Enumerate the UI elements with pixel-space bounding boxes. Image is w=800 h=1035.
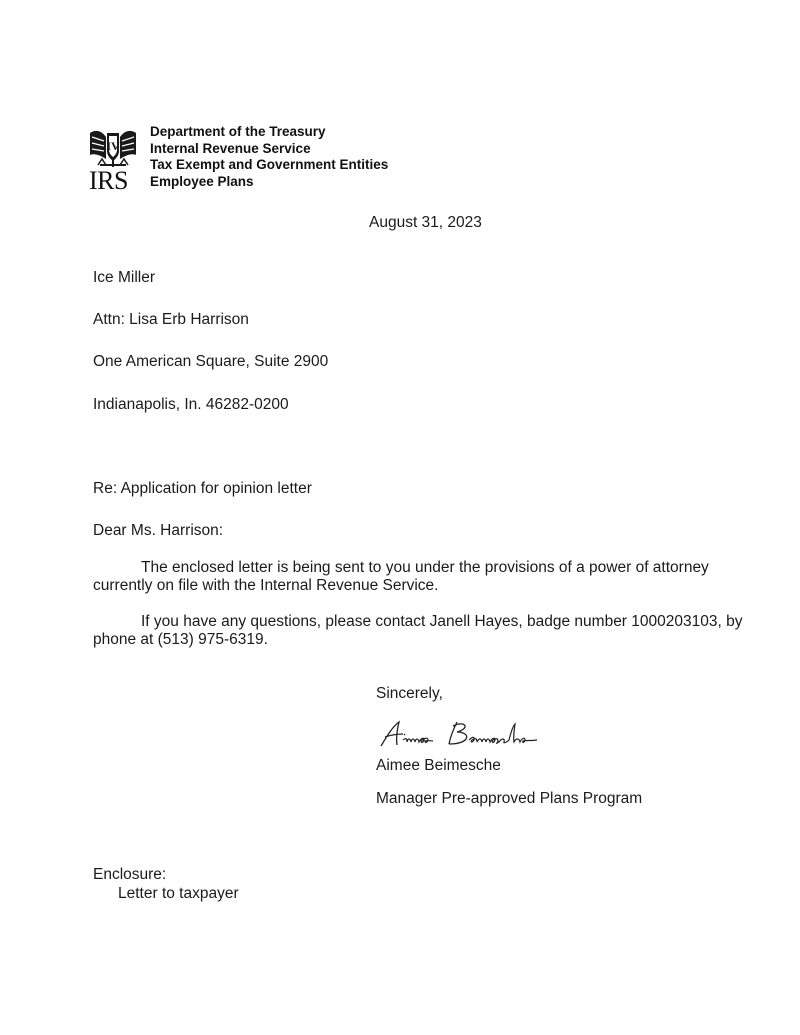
enclosure-label: Enclosure:	[93, 866, 167, 883]
letterhead-line-employee-plans: Employee Plans	[150, 173, 254, 189]
svg-text:IV: IV	[106, 139, 120, 153]
recipient-attn: Attn: Lisa Erb Harrison	[93, 311, 249, 328]
subject-line: Re: Application for opinion letter	[93, 480, 312, 497]
letter-date: August 31, 2023	[369, 214, 482, 231]
recipient-street: One American Square, Suite 2900	[93, 353, 329, 370]
recipient-city: Indianapolis, In. 46282-0200	[93, 396, 289, 413]
paragraph-1-text: The enclosed letter is being sent to you under the provisions of a power of attorney currently on file with the Internal Revenue Service.	[93, 559, 709, 594]
closing: Sincerely,	[376, 685, 443, 702]
letterhead-line-treasury: Department of the Treasury	[150, 124, 326, 139]
letterhead-line-irs: Internal Revenue Service	[150, 140, 311, 156]
letterhead-line-tege: Tax Exempt and Government Entities	[150, 157, 389, 172]
salutation: Dear Ms. Harrison:	[93, 522, 224, 539]
signer-title: Manager Pre-approved Plans Program	[376, 790, 643, 807]
body-paragraph-1	[93, 559, 753, 595]
body-paragraph-2	[93, 613, 753, 649]
recipient-company: Ice Miller	[93, 269, 156, 286]
paragraph-2-text: If you have any questions, please contact Janell Hayes, badge number 1000203103, by phone at (513) 975-6319.	[93, 613, 743, 648]
handwritten-signature	[377, 718, 557, 757]
signer-name: Aimee Beimesche	[376, 757, 501, 774]
irs-logo-text: IRS	[89, 166, 128, 195]
enclosure-item: Letter to taxpayer	[118, 885, 239, 902]
letterhead-block	[150, 124, 388, 190]
